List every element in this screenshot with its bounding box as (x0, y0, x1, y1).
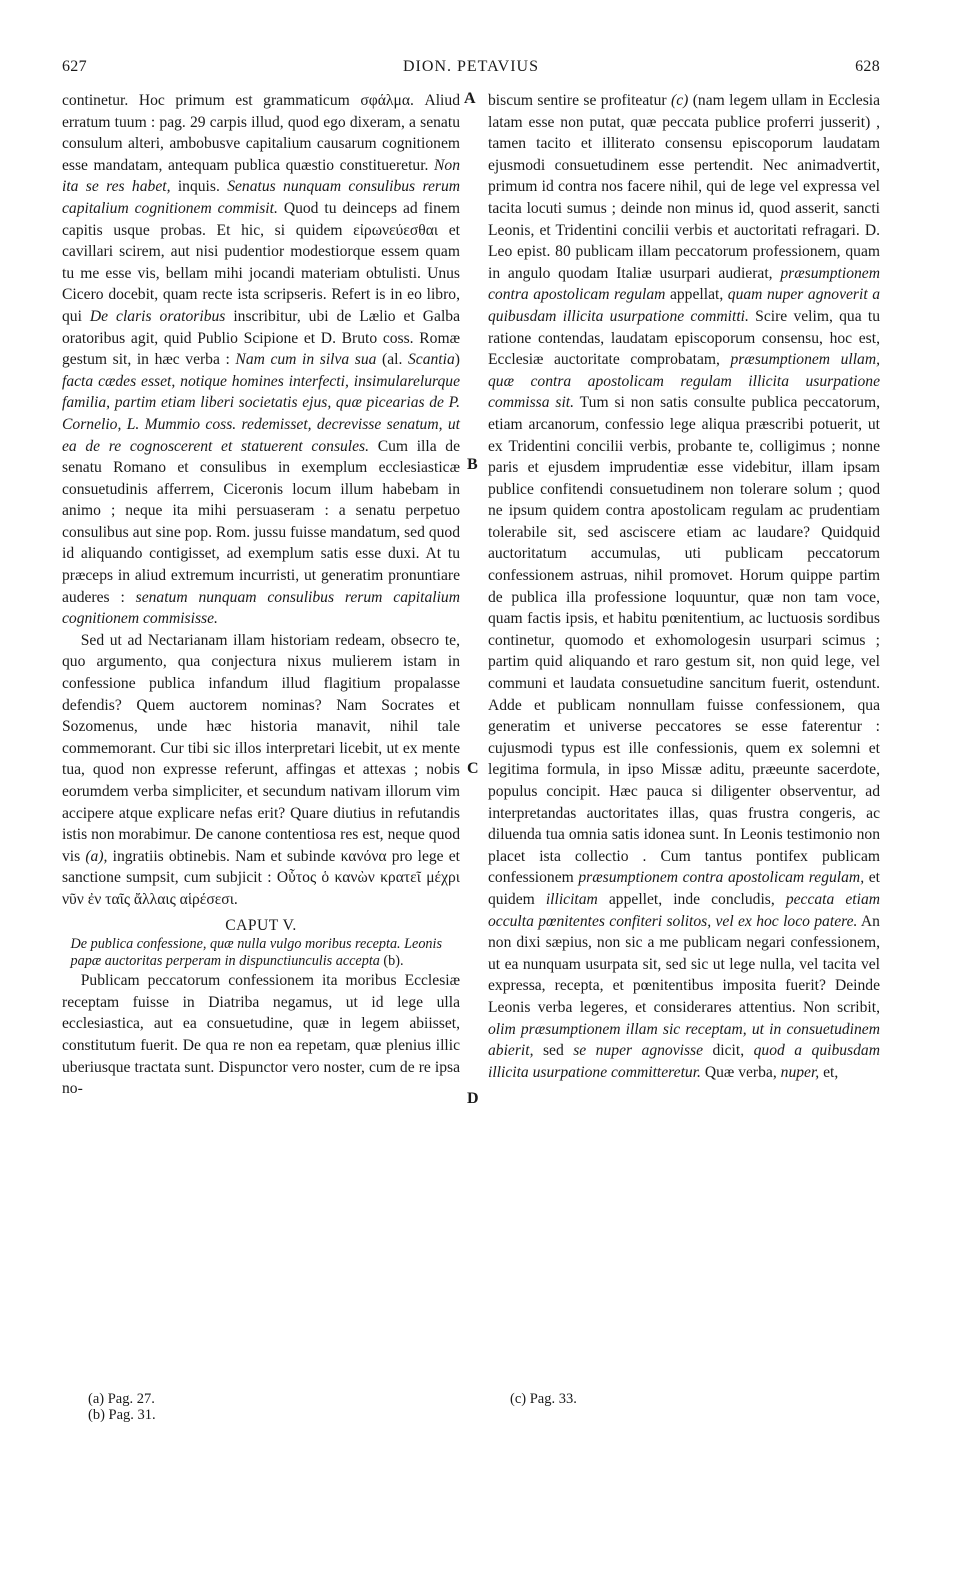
footnote-b: (b) Pag. 31. (88, 1407, 156, 1423)
right-column (488, 90, 880, 1083)
margin-marker-c: C (467, 760, 479, 777)
italic-text: Nam cum in silva sua (235, 351, 377, 369)
italic-text: Senatus nunquam consulibus rerum capitalium cognitionem commisit. (62, 178, 461, 217)
italic-text: præsumptionem ullam, quæ contra apostolicam regulam illicita usurpatione commissa sit. (488, 351, 881, 412)
text: ingratiis obtinebis. Nam et subinde κανόνα pro lege et sanctione sumpsit, cum subjicit : Οὗτος ὁ κανὼν κρατεῖ μέχρι νῦν ἐν ταῖς ἄλλαις αἱρέσεσι. (62, 847, 460, 908)
text: sed (542, 1042, 564, 1060)
italic-text: peccata etiam occulta pœnitentes confiteri solitos, vel ex hoc loco patere. (488, 890, 881, 930)
footnote-a: (a) Pag. 27. (88, 1391, 155, 1407)
left-paragraph-3: Publicam peccatorum confessionem ita moribus Ecclesiæ receptam fuisse in Diatriba negamus, ut id lege ulla ecclesiastica, aut ea consuetudine, quæ in legem abiisset, constitutum fuerit. De qua re non ea repetam, quæ plenius illic uberiusque tractata sunt. Dispunctor vero noster, cum de re ipsa no- (62, 972, 460, 1098)
running-header (62, 58, 880, 82)
footnote-c: (c) Pag. 33. (510, 1391, 577, 1407)
running-title: DION. PETAVIUS (403, 58, 539, 75)
text: Tum si non satis consulte publica peccatorum, etiam arcanorum, confessio lege aliqua præscribi potuerit, ut ex Tridentini concilii verbis, probante te, colligimus ; nonne paris et ejusdem imprudentiæ esse videbitur, illam ipsam publice confitendi consuetudinem non tolerare solum ; quod ne ipsum quidem contra apostolicam regulam ac prudentiam tolerabile sit, sed asciscere etiam ac laudare? Quidquid auctoritatum accumulas, uti publicam peccatorum confessionem astruas, nihil promovet. Horum quippe partim de publica illa professione loquuntur, quæ non tam voce, quam factis ipsis, et habitu pœnitentium, ac luctuosis sordibus continetur, quomodo et exhomologesin usurpari scimus ; partim quid aliquando et raro gestum sit, non quid lege, vel communi et laudata consuetudine sancitum fuerit, ostendunt. Adde et publicam nonnullam fuisse confessionem, qua generatim et universe peccatores se esse faterentur : cujusmodi typus est ille confessionis, quem ex solemni et legitima formula, in ipso Missæ aditu, præeunte sacerdote, populus concipit. Hæc pauca si diligenter observentur, ad interpretandas auctoritates illas, quas frustra congeris, ac diluenda tua omnia satis idonea sunt. In Leonis testimonio non placet ista collectio . Cum tantus pontifex publicam confessionem (488, 394, 880, 887)
text: (al. (382, 351, 403, 369)
text: Sed ut ad Nectarianam illam historiam redeam, obsecro te, quo argumento, qua conjectura nixus mulierem istam in confessione publica infandum illud flagitium propalasse defendis? Quem auctorem nominas? Nam Socrates et Sozomenus, unde hæc historia manavit, nihil tale commemorant. Cur tibi sic illos interpretari licebit, ut ex mente tua, quod non expresse referunt, affingas et attexas ; nobis eorumdem verba simpliciter, et secundum nativam illorum vim accipere atque explicare nefas erit? Quare diutius in refutandis istis non morabimur. De canone contentiosa res est, neque quod vis (62, 631, 460, 865)
text: appellat, (669, 286, 724, 304)
right-paragraph-1 (488, 90, 880, 1083)
italic-text: Scantia (408, 351, 455, 369)
text: Scire velim, qua tu ratione contendas, laudatam episcoporum consensu, hoc est, Ecclesiæ auctoritate comprobatam, (488, 307, 881, 369)
text: Quæ verba, (704, 1063, 777, 1081)
italic-text: præsumptionem contra apostolicam regulam, (578, 869, 865, 887)
text: dicit, (712, 1042, 745, 1060)
footnote-ref-c: (c) (671, 92, 689, 109)
footnote-ref-b: (b). (383, 953, 404, 970)
italic-text: illicitam (545, 890, 598, 908)
text: inscribitur, ubi de Lælio et Galba oratoribus agit, quid Publio Scipione et D. Bruto coss. Romæ gestum sit, in hæc verba : (62, 307, 461, 369)
text: appellet, inde concludis, (608, 890, 775, 908)
chapter-summary (62, 936, 460, 970)
text: ) (454, 351, 460, 369)
italic-text: olim præsumptionem illam sic receptam, ut in consuetudinem abierit, (488, 1020, 880, 1060)
margin-marker-a: A (464, 90, 476, 107)
italic-text: præsumptionem contra apostolicam regulam (488, 264, 880, 304)
page-number-right: 628 (855, 58, 880, 75)
margin-marker-d: D (467, 1090, 479, 1107)
text: Cum illa de senatu Romano et consulibus in exemplum ecclesiasticæ consuetudinis afferrem, Ciceronis locum illum habebam in animo ; neque ita mihi persuaseram : a senatu perpetuo consulibus aut sine pop. Rom. jussu fuisse mandatum, sed quod id aliquando contigisset, ad exemplum satis esse duxi. At tu præceps in aliud extremum incurristi, ut generatim pronuntiare auderes : (62, 437, 460, 606)
text: (nam legem ullam in Ecclesia latam esse non putat, quæ peccata publice proferri jusserit) , tamen tacito et illiterato consensu episcoporum laudatam ejusmodi consuetudinem esse pertendit. Nec animadvertit, primum id contra nos facere nihil, qui de lege vel expressa vel tacita locuti sumus ; deinde non minus id, quod asserit, sancti Leonis, et Tridentini concilii verbis et auctoritati refragari. D. Leo epist. 80 publicam illam peccatorum professionem, quam in angulo quodam Italiæ usurpari audierat, (488, 92, 881, 282)
text: biscum sentire se profiteatur (488, 92, 667, 109)
text: De publica confessione, quæ nulla vulgo moribus recepta. Leonis papæ auctoritas perperam in dispunctiunculis accepta (70, 936, 442, 970)
text: An non dixi sæpius, non sic a me publicam negari confessionem, ut ea nunquam usurpata sit, sed sic ut lege nulla, vel tacita vel expressa, recepta, et pœnitentibus imposita fuerit? Deinde Leonis verba legeres, et considerares attentius. Non scribit, (488, 912, 880, 1016)
italic-text: facta cædes esset, notique homines interfecti, insimularelurque familia, partim etiam liberi societatis ejus, quæ picearias de P. Cornelio, L. Mummio coss. redemisset, decrevisse senatum, ut ea de re cognoscerent et statuerent consules. (62, 372, 460, 455)
italic-text: quod a quibusdam illicita usurpatione committeretur. (488, 1042, 880, 1081)
left-paragraph-1 (62, 90, 460, 630)
left-paragraph-2 (62, 630, 460, 911)
text: Quod tu deinceps ad finem capitis usque probas. Et hic, si quidem εἰρωνεύεσθαι et cavillari scirem, aut nisi pudentior modestiorque essem quam tu me esse vis, bellam mihi jocandi materiam obtulisti. Unus Cicero docebit, quam recte ista scripseris. Refert is in eo libro, qui (62, 199, 460, 325)
italic-text: quam nuper agnoverit a quibusdam illicita usurpatione committi. (488, 286, 880, 325)
italic-text: nuper, (780, 1063, 820, 1081)
italic-text: se nuper agnovisse (573, 1042, 704, 1060)
margin-marker-b: B (467, 456, 478, 473)
left-column (62, 90, 460, 1100)
text: continetur. Hoc primum est grammaticum σφάλμα. Aliud erratum tuum : pag. 29 carpis illud, quod ego dixeram, a senatu consulum alteri, ambobusve capitalium causarum cognitionem esse mandatam, antequam publica quæstio constitueretur. (62, 92, 460, 174)
page-number-left: 627 (62, 58, 87, 75)
text: et, (823, 1063, 839, 1081)
italic-text: senatum nunquam consulibus rerum capitalium cognitionem commisisse. (62, 588, 460, 628)
italic-text: De claris oratoribus (89, 307, 226, 325)
italic-text: Non ita se res habet, (62, 156, 460, 196)
footnote-ref-a: (a), (85, 847, 108, 865)
text: inquis. (177, 178, 220, 196)
chapter-heading: CAPUT V. (225, 916, 297, 934)
text: et quidem (488, 869, 880, 908)
